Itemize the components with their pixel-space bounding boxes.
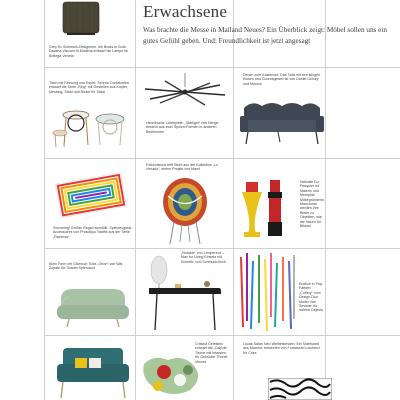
side-tables-illustration (52, 105, 132, 149)
vases-illustration (238, 172, 294, 242)
page-title: Erwachsene (143, 2, 228, 21)
caption-lamp: Grey Ex Schmuck-Designerin, die Brass-le Sofa: Davana Viscomi di Modena entwarf die Lampe für Bottega Veneta (49, 45, 129, 58)
zebra-rug-illustration (268, 378, 332, 400)
caption-chandelier: Himmlische Lichtspiele: „Starlight“ von Henge besteht aus zwei Spulen-Formen in anderen Bestimmen (146, 121, 219, 134)
grid-divider (233, 0, 234, 400)
caption-tray: Swooning! Großer Regal raumfüllt, Spielzeugreal- Accessoires von Prosolljuu Tablett aus der Serie „Rainbow“ (53, 226, 133, 239)
folk-chair-illustration (160, 176, 210, 246)
caption-chair: Folklorismus trifft Stuhl aus der Kollektion „Lo Venado“, einem Projekt von Marni (146, 163, 219, 172)
caption-sofa: Denim zum Kastenoui: Das Sofa mit den klingen Kissen und Clownsgeweil ist von Daniel Liciney und Moroso (243, 73, 321, 86)
grid-divider (44, 335, 400, 336)
caption-vases: Nathalie Du Pasquier ist Malerin und Memphis Mitbegründerin. Manchmal werden ihre Bilder zu Objekten, wie die Vasen für Bitossi (300, 180, 325, 229)
grid-divider (44, 0, 45, 400)
denim-sofa-illustration (238, 98, 326, 148)
caption-rug: Lucas Safari Neo Weltreisenden: Ein Sideboard aus Marmor, entworfen von Fornasetti Luxurieux für Criss (243, 342, 321, 355)
grid-divider (44, 158, 400, 159)
caption-sofa2: Klein Form mit Glamour: Sofa „Orion“ von Wal Zupato für Scarlet Splendour (49, 262, 123, 271)
calycle-table-illustration (140, 352, 210, 400)
grid-divider (325, 0, 326, 400)
caption-table: Cristina Celestino entwarf die „Calycle“ Tische mit Intarsien für Gebrüder Thonet Vienna (195, 342, 228, 364)
intro-text: Was brachte die Messe in Mailand Neues? Ein Überblick zeigt: Möbel sollen uns ein gutes Gefühl geben. Und: Freundlichkeit ist jetzt angesagt (143, 26, 387, 45)
pendant-lamp-illustration (60, 0, 106, 40)
rainbow-tray-illustration (54, 172, 130, 218)
caption-side-tables: Tisch mit Fassung und Esprit: Serena Confalonieri entwarf die Serie „Ring“ mit Gestellen aus Kupfer, Messing, Stahl und Nickel für Saba (49, 81, 129, 94)
chandelier-illustration (140, 73, 230, 113)
grid-divider (44, 67, 400, 68)
grid-divider (135, 0, 136, 400)
grid-divider (44, 248, 400, 249)
cutlery-illustration (237, 251, 297, 333)
caption-console: „Notable“ von Lempereur – Max for Living Einsatz mit Schreib- und Schmuck-tisch (181, 251, 226, 264)
teal-armchair-illustration (55, 344, 131, 400)
caption-cutlery: Endlich in Pop-Farben: „Cutlery“ vom Design-Duo Muller Van Severen für Valerie Objects (299, 282, 324, 313)
sage-sofa-illustration (55, 285, 131, 331)
